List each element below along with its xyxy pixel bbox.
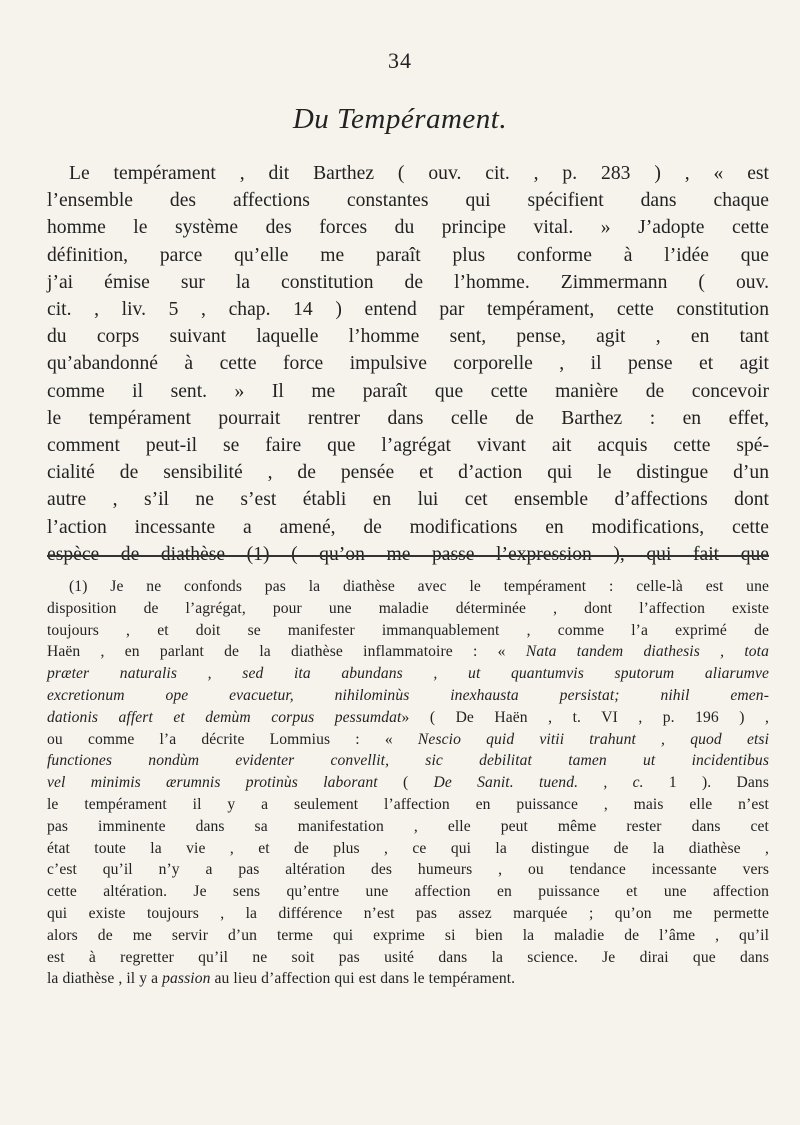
footnote-line: cette altération. Je sens qu’entre une affection en puissance et une affection [47,883,769,901]
citation: » ( De Haën , t. VI , p. 196 ) , [401,708,769,726]
page-number: 34 [388,48,412,73]
footnote-line [47,729,769,751]
footnote-text: la diathèse , il y a [47,970,163,988]
citation: De Sanit. tuend. , c. [433,774,644,792]
paragraph-line: homme le système des forces du principe vital. » J’adopte cette [47,217,769,239]
latin-quote: functiones nondùm evidenter convellit, sic debilitat tamen ut incidentibus [47,752,769,770]
paragraph-line: cialité de sensibilité , de pensée et d’action qui le distingue d’un [47,462,769,484]
footnote-line: est à regretter qu’il ne soit pas usité dans la science. Je dirai que dans [47,948,769,966]
footnote-text: ( [377,774,434,792]
latin-quote: dationis affert et demùm corpus pessumdat [47,708,402,726]
latin-quote: Nata tandem diathesis , tota [525,643,770,661]
footnote-line [47,685,769,707]
paragraph-line: qu’abandonné à cette force impulsive corporelle , il pense et agit [47,353,769,375]
footnote-divider [47,555,769,557]
paragraph-line: définition, parce qu’elle me paraît plus conforme à l’idée que [47,244,769,266]
footnote-line [47,750,769,772]
latin-quote: excretionum ope evacuetur, nihilominùs inexhausta persistat; nihil emen- [47,686,769,704]
footnote-line: toujours , et doit se manifester immanquablement , comme l’a exprimé de [47,621,769,639]
footnote-line [47,707,769,729]
footnote-line [47,663,769,685]
paragraph-line: comme il sent. » Il me paraît que cette manière de concevoir [47,380,769,402]
latin-quote: præter naturalis , sed ita abundans , ut quantumvis sputorum aliarumve [47,665,769,683]
section-title: Du Tempérament. [292,103,508,135]
emphasis-word: passion [162,970,211,988]
footnote-line [47,641,769,663]
paragraph-line: espèce de diathèse (1) ( qu’on me passe l’expression ), qui fait que [47,543,769,565]
footnote-line [47,968,769,990]
latin-quote: Nescio quid vitii trahunt , quod etsi [417,730,769,748]
footnote-text: au lieu d’affection qui est dans le tempérament. [210,970,516,988]
footnote [47,576,769,990]
paragraph-line: cit. , liv. 5 , chap. 14 ) entend par tempérament, cette constitution [47,299,769,321]
latin-quote: vel minimis ærumnis protinùs laborant [47,774,378,792]
footnote-line: état toute la vie , et de plus , ce qui la distingue de la diathèse , [47,839,769,857]
body-paragraph [47,160,769,568]
paragraph-line: j’ai émise sur la constitution de l’homme. Zimmermann ( ouv. [47,271,769,293]
footnote-text: 1 ). Dans [643,774,769,792]
paragraph-line: comment peut-il se faire que l’agrégat vivant ait acquis cette spé- [47,435,769,457]
paragraph-line: autre , s’il ne s’est établi en lui cet ensemble d’affections dont [47,489,769,511]
footnote-text: ou comme l’a décrite Lommius : « [47,730,393,748]
paragraph-line: Le tempérament , dit Barthez ( ouv. cit. , p. 283 ) , « est [69,163,769,184]
paragraph-line: l’action incessante a amené, de modifications en modifications, cette [47,516,769,538]
paragraph-line: le tempérament pourrait rentrer dans celle de Barthez : en effet, [47,407,769,429]
footnote-line: (1) Je ne confonds pas la diathèse avec le tempérament : celle-là est une [69,578,769,595]
footnote-line: c’est qu’il n’y a pas altération des humeurs , ou tendance incessante vers [47,861,769,879]
paragraph-line: l’ensemble des affections constantes qui spécifient dans chaque [47,190,769,212]
footnote-line: le tempérament il y a seulement l’affection en puissance , mais elle n’est [47,795,769,813]
footnote-line: disposition de l’agrégat, pour une maladie déterminée , dont l’affection existe [47,599,769,617]
paragraph-line: du corps suivant laquelle l’homme sent, pense, agit , en tant [47,326,769,348]
footnote-line: qui existe toujours , la différence n’est pas assez marquée ; qu’on me permette [47,904,769,922]
footnote-line: pas imminente dans sa manifestation , elle peut même rester dans cet [47,817,769,835]
footnote-text: Haën , en parlant de la diathèse inflammatoire : « [47,643,506,661]
footnote-line: alors de me servir d’un terme qui exprime si bien la maladie de l’âme , qu’il [47,926,769,944]
footnote-line [47,772,769,794]
